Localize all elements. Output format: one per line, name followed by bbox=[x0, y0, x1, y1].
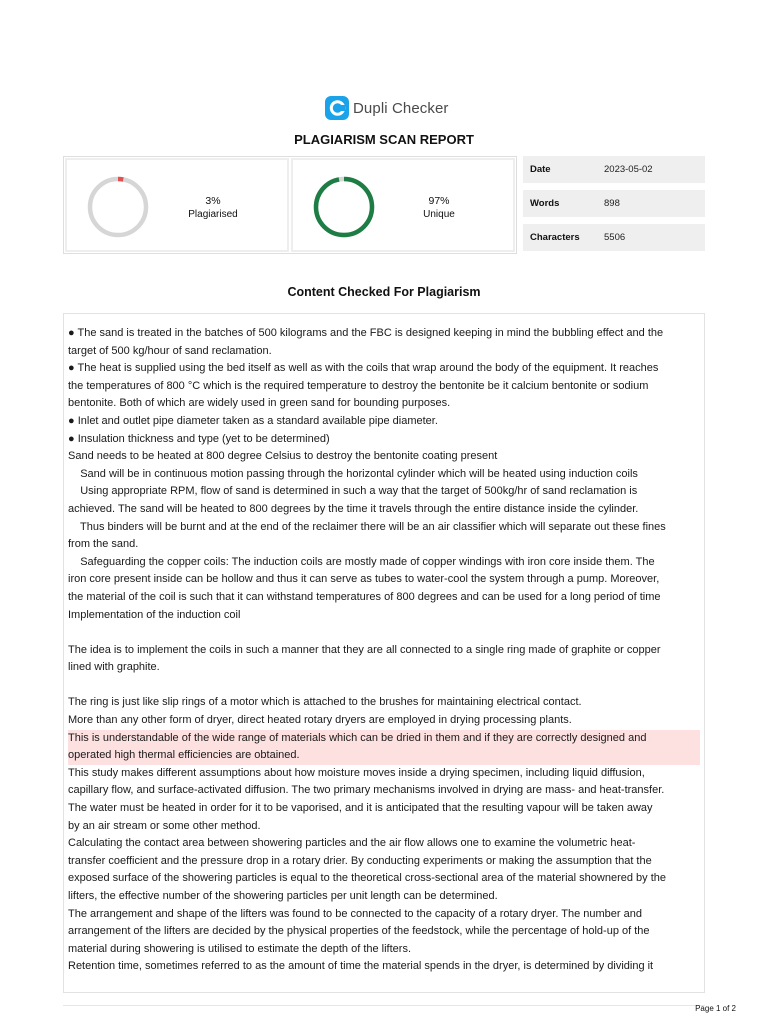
content-line: Safeguarding the copper coils: The induction coils are mostly made of copper windings with iron core inside them. The bbox=[68, 555, 655, 568]
plagiarised-ring bbox=[87, 176, 149, 238]
content-line: The ring is just like slip rings of a motor which is attached to the brushes for maintaining electrical contact. bbox=[68, 696, 582, 709]
content-line: The arrangement and shape of the lifters was found to be connected to the capacity of a rotary dryer. The number and bbox=[68, 907, 642, 920]
content-line: Sand needs to be heated at 800 degree Celsius to destroy the bentonite coating present bbox=[68, 450, 498, 463]
plagiarised-value: 3% bbox=[205, 195, 221, 207]
brand-logo bbox=[325, 95, 449, 121]
unique-value: 97% bbox=[428, 195, 450, 207]
content-line: Using appropriate RPM, flow of sand is determined in such a way that the target of 500kg/hr of sand reclamation is bbox=[68, 485, 638, 498]
score-panel bbox=[63, 156, 517, 254]
content-line: capillary flow, and surface-activated diffusion. The two primary mechanisms involved in drying are mass- and heat-transfer. bbox=[68, 784, 665, 797]
plagiarised-card bbox=[65, 158, 289, 252]
report-title: PLAGIARISM SCAN REPORT bbox=[294, 132, 474, 147]
content-line: Sand will be in continuous motion passing through the horizontal cylinder which will be heated using induction coils bbox=[68, 467, 638, 480]
meta-label: Words bbox=[530, 198, 560, 209]
meta-label: Characters bbox=[530, 232, 580, 243]
content-line: Calculating the contact area between showering particles and the air flow allows one to examine the volumetric heat- bbox=[68, 837, 636, 850]
content-line: target of 500 kg/hour of sand reclamation. bbox=[68, 344, 272, 357]
content-line: material during showering is utilised to estimate the depth of the lifters. bbox=[68, 942, 412, 955]
logo-text: Dupli Checker bbox=[353, 99, 449, 117]
content-line: arrangement of the lifters are decided by the physical properties of the feedstock, while the percentage of hold-up of the bbox=[68, 925, 650, 938]
content-line: ● Inlet and outlet pipe diameter taken as a standard available pipe diameter. bbox=[68, 414, 438, 427]
plagiarised-ring-track bbox=[90, 179, 146, 235]
content-line: achieved. The sand will be heated to 800 degrees by the time it travels through the entire distance inside the cylinder. bbox=[68, 502, 639, 515]
content-line: bentonite. Both of which are widely used in green sand for bounding purposes. bbox=[68, 397, 451, 410]
content-line: from the sand. bbox=[68, 538, 139, 551]
meta-row-date bbox=[523, 156, 705, 183]
highlighted-line: operated high thermal efficiencies are obtained. bbox=[68, 747, 700, 765]
meta-value: 5506 bbox=[604, 232, 626, 243]
plagiarised-label: Plagiarised bbox=[188, 209, 238, 220]
content-line bbox=[68, 677, 700, 695]
content-line: The water must be heated in order for it to be vaporised, and it is anticipated that the resulting vapour will be taken away bbox=[68, 802, 653, 815]
unique-label: Unique bbox=[423, 209, 455, 220]
unique-card bbox=[291, 158, 515, 252]
content-line: ● The sand is treated in the batches of 500 kilograms and the FBC is designed keeping in mind the bubbling effect and the bbox=[68, 327, 664, 339]
checked-content bbox=[63, 313, 705, 993]
content-line: This study makes different assumptions about how moisture moves inside a drying specimen, including liquid diffusion, bbox=[68, 766, 645, 779]
unique-text bbox=[389, 194, 489, 222]
meta-row-words bbox=[523, 190, 705, 217]
meta-row-characters bbox=[523, 224, 705, 251]
content-line: the temperatures of 800 °C which is the required temperature to destroy the bentonite be it calcium bentonite or sodium bbox=[68, 379, 649, 392]
plagiarised-text bbox=[163, 194, 263, 222]
content-line: Retention time, sometimes referred to as the amount of time the material spends in the dryer, is determined by dividing it bbox=[68, 960, 654, 973]
page-number: Page 1 of 2 bbox=[695, 1004, 736, 1013]
content-line: exposed surface of the showering particles is equal to the theoretical cross-sectional area of the material shownered by the bbox=[68, 872, 666, 885]
highlighted-line: This is understandable of the wide range of materials which can be dried in them and if they are correctly designed and bbox=[68, 730, 700, 748]
content-line: ● The heat is supplied using the bed itself as well as with the coils that wrap around the body of the equipment. It reaches bbox=[68, 362, 659, 375]
content-line: by an air stream or some other method. bbox=[68, 819, 261, 832]
content-title: Content Checked For Plagiarism bbox=[287, 285, 481, 299]
content-line: Implementation of the induction coil bbox=[68, 608, 241, 621]
content-line: transfer coefficient and the pressure drop in a rotary drier. By conducting experiments or making the assumption that the bbox=[68, 854, 652, 867]
dupli-checker-logo-icon bbox=[325, 96, 349, 120]
footer-divider bbox=[63, 1005, 705, 1006]
content-line: the material of the coil is such that it can withstand temperatures of 800 degrees and can be used for a long period of time bbox=[68, 590, 661, 603]
content-line: The idea is to implement the coils in such a manner that they are all connected to a single ring made of graphite or copper bbox=[68, 643, 661, 656]
content-line: More than any other form of dryer, direct heated rotary dryers are employed in drying processing plants. bbox=[68, 714, 572, 727]
content-line: lifters, the effective number of the showering particles per unit length can be determined. bbox=[68, 890, 498, 902]
meta-label: Date bbox=[530, 164, 551, 175]
unique-ring bbox=[313, 176, 375, 238]
content-line: lined with graphite. bbox=[68, 661, 160, 674]
content-line: ● Insulation thickness and type (yet to be determined) bbox=[68, 432, 330, 445]
unique-ring-arc bbox=[316, 179, 372, 235]
meta-value: 2023-05-02 bbox=[604, 164, 653, 175]
meta-value: 898 bbox=[604, 198, 620, 209]
content-line: iron core present inside can be hollow and thus it can serve as tubes to water-cool the system through a pump. Moreover, bbox=[68, 573, 660, 586]
content-line bbox=[68, 624, 700, 642]
report-meta-table bbox=[523, 156, 705, 258]
content-line: Thus binders will be burnt and at the end of the reclaimer there will be an air classifier which will separate out these fines bbox=[68, 520, 666, 533]
